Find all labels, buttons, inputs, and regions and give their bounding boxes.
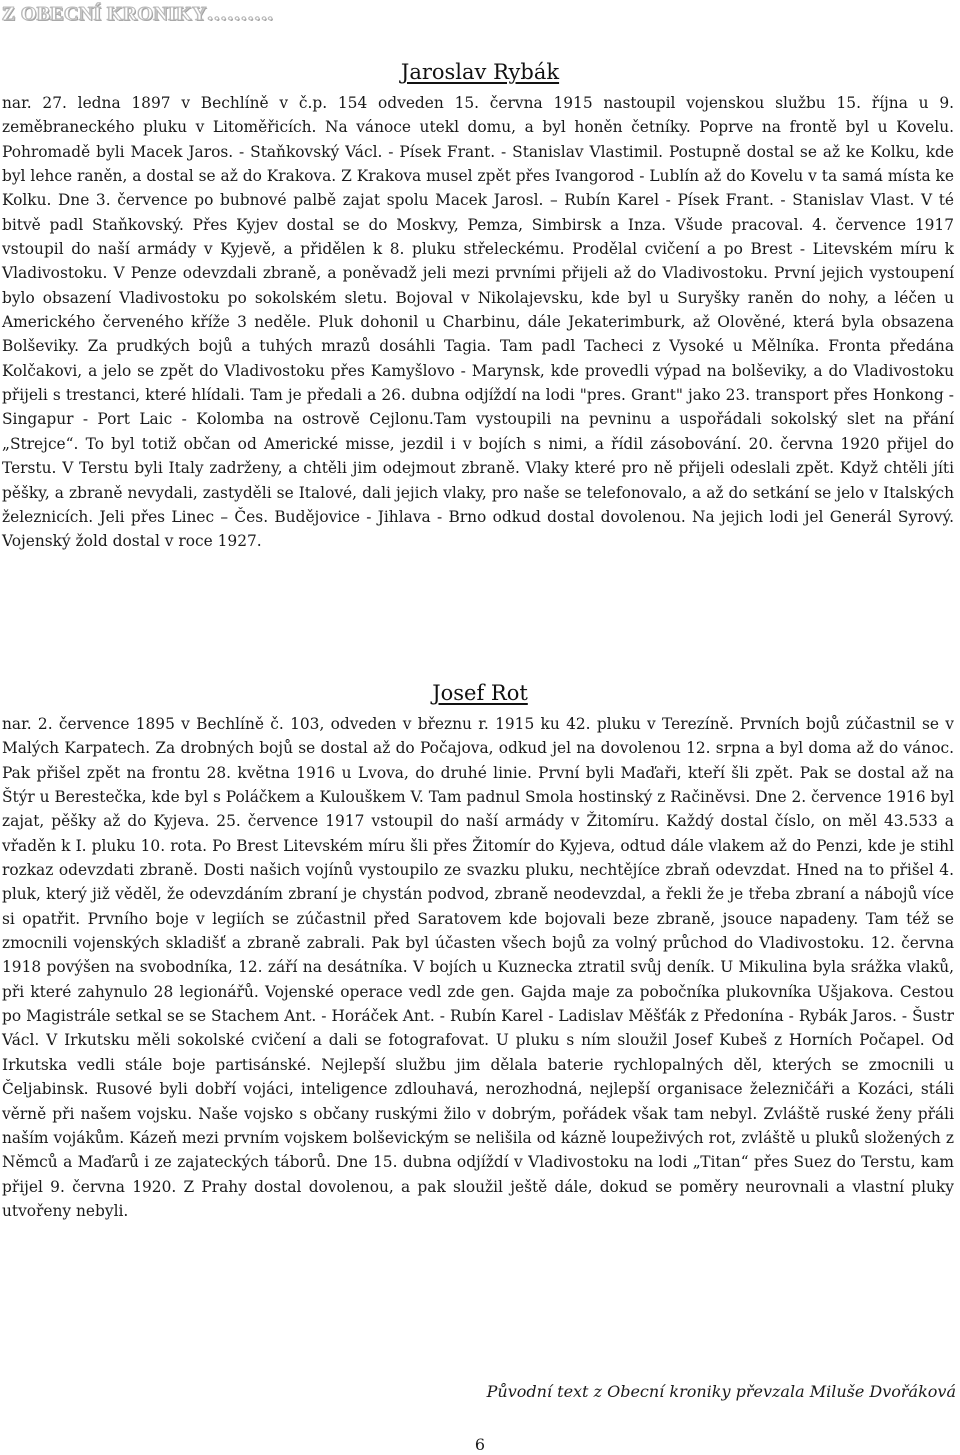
section-title-rybak: Jaroslav Rybák bbox=[400, 60, 560, 84]
section-text-rot: nar. 2. července 1895 v Bechlíně č. 103, odveden v březnu r. 1915 ku 42. pluku v Terezíně. Prvních bojů zúčastnil se v Malých Karpatech. Za drobných bojů se dostal až do Počajova, odkud jel na dovolenou 12. srpna a byl doma až do vánoc. Pak přišel zpět na frontu 28. května 1916 u Lvova, do druhé linie. První byli Maďaři, kteří šli zpět. Pak se dostal až na Štýr u Berestečka, kde byl s Poláčkem a Kulouškem V. Tam padnul Smola hostinský z Račiněvsi. Dne 2. července 1916 byl zajat, pěšky až do Kyjeva. 25. července 1917 vstoupil do naší armády v Žitomíru. Každý dostal číslo, on měl 43.533 a vřaděn k I. pluku 10. rota. Po Brest Litevském míru šli přes Žitomír do Kyjeva, odtud dále vlakem až do Penzi, kde je stihl rozkaz odevzdati zbraně. Dosti našich vojínů vystoupilo ze svazku pluku, nechtějíce zbraň odevzdat. Hned na to přišel 4. pluk, který již věděl, že odevzdáním zbraní je chystán podvod, zbraně neodevzdal, a řekli že je třeba zbraní a nábojů více si opatřit. Prvního boje v legiích se zúčastnil před Saratovem kde bojovali beze zbraně, jsouce napadeny. Tam též se zmocnili vojenských skladišť a zbraně zabrali. Pak byl účasten všech bojů za volný průchod do Vladivostoku. 12. června 1918 povýšen na svobodníka, 12. září na desátníka. V bojích u Kuznecka ztratil svůj deník. U Mikulina byla srážka vlaků, při které zahynulo 28 legionářů. Vojenské operace vedl zde gen. Gajda maje za pobočníka plukovníka Ušjakova. Cestou po Magistrále setkal se se Stachem Ant. - Horáček Ant. - Rubín Karel - Ladislav Měšťák z Předonína - Rybák Jaros. - Šustr Václ. V Irkutsku měli sokolské cvičení a dali se fotografovat. U pluku s ním sloužil Josef Kubeš z Horních Počapel. Od Irkutska vedli stále boje partisánské. Nejlepší službu jim dělala baterie rychlopalných děl, kterých se zmocnili u Čeljabinsk. Rusové byli dobří vojáci, inteligence zdlouhavá, nerozhodná, nejlepší organisace železničáři a Kozáci, stáli věrně při našem vojsku. Naše vojsko s občany ruskými žilo v dobrým, pořádek však tam nebyl. Zvláště ruské ženy přáli naším vojákům. Kázeň mezi prvním vojskem bolševickým se nelišila od kázně loupeživých rot, zvláště u pluků složených z Němců a Maďarů i ze zajateckých táborů. Dne 15. dubna odjíždí v Vladivostoku na lodi „Titan“ přes Suez do Terstu, kam přijel 9. června 1920. Z Prahy dostal dovolenou, a pak sloužil ještě dále, dokud se poměry neurovnali a vlastní pluky utvořeny nebyli. bbox=[2, 715, 954, 1220]
chronicle-header: Z OBECNÍ KRONIKY………. bbox=[2, 3, 274, 25]
section-title-rot: Josef Rot bbox=[432, 681, 528, 705]
source-credit: Původní text z Obecní kroniky převzala Miluše Dvořáková bbox=[486, 1382, 956, 1401]
section-text-rybak: nar. 27. ledna 1897 v Bechlíně v č.p. 154 odveden 15. června 1915 nastoupil vojenskou službu 15. října u 9. zeměbraneckého pluku v Litoměřicích. Na vánoce utekl domu, a byl honěn četníky. Poprve na frontě byl u Kovelu. Pohromadě byli Macek Jaros. - Staňkovský Václ. - Písek Frant. - Stanislav Vlastimil. Postupně dostal se až ke Kolku, kde byl lehce raněn, a dostal se až do Krakova. Z Krakova musel zpět přes Ivangorod - Lublín až do Kovelu v ta samá místa ke Kolku. Dne 3. července po bubnové palbě zajat spolu Macek Jarosl. – Rubín Karel - Písek Frant. - Stanislav Vlast. V té bitvě padl Staňkovský. Přes Kyjev dostal se do Moskvy, Pemza, Simbirsk a Inza. Všude pracoval. 4. července 1917 vstoupil do naší armády v Kyjevě, a přidělen k 8. pluku střeleckému. Prodělal cvičení a po Brest - Litevském míru k Vladivostoku. V Penze odevzdali zbraně, a poněvadž jeli mezi prvními přijeli až do Vladivostoku. První jejich vystoupení bylo obsazení Vladivostoku po sokolském sletu. Bojoval v Nikolajevsku, kde byl u Suryšky raněn do nohy, a léčen u Amerického červeného kříže 3 neděle. Pluk dohonil u Charbinu, dále Jekaterimburk, až Olověné, která byla obsazena Bolševiky. Za prudkých bojů a tuhých mrazů dosáhli Tagia. Tam padl Tacheci z Vysoké u Mělníka. Fronta předána Kolčakovi, a jelo se zpět do Vladivostoku přes Kamyšlovo - Marynsk, kde provedli výpad na bolševiky, a do Vladivostoku přijeli s trestanci, které hlídali. Tam je předali a 26. dubna odjíždí na lodi "pres. Grant" jako 23. transport přes Honkong - Singapur - Port Laic - Kolomba na ostrově Cejlonu.Tam vystoupili na pevninu a uspořádali sokolský slet na přání „Strejce“. To byl totiž občan od Americké misse, jezdil i v bojích s nimi, a řídil zásobování. 20. června 1920 přijel do Terstu. V Terstu byli Italy zadrženy, a chtěli jim odejmout zbraně. Vlaky které pro ně přijeli odeslali zpět. Když chtěli jíti pěšky, a zbraně nevydali, zastyděli se Italové, dali jejich vlaky, pro naše se telefonovalo, a až do setkání se jelo v Italských železnicích. Jeli přes Linec – Čes. Budějovice - Jihlava - Brno odkud dostal dovolenou. Na jejich lodi jel Generál Syrový. Vojenský žold dostal v roce 1927. bbox=[2, 94, 954, 551]
page-number: 6 bbox=[474, 1435, 486, 1454]
